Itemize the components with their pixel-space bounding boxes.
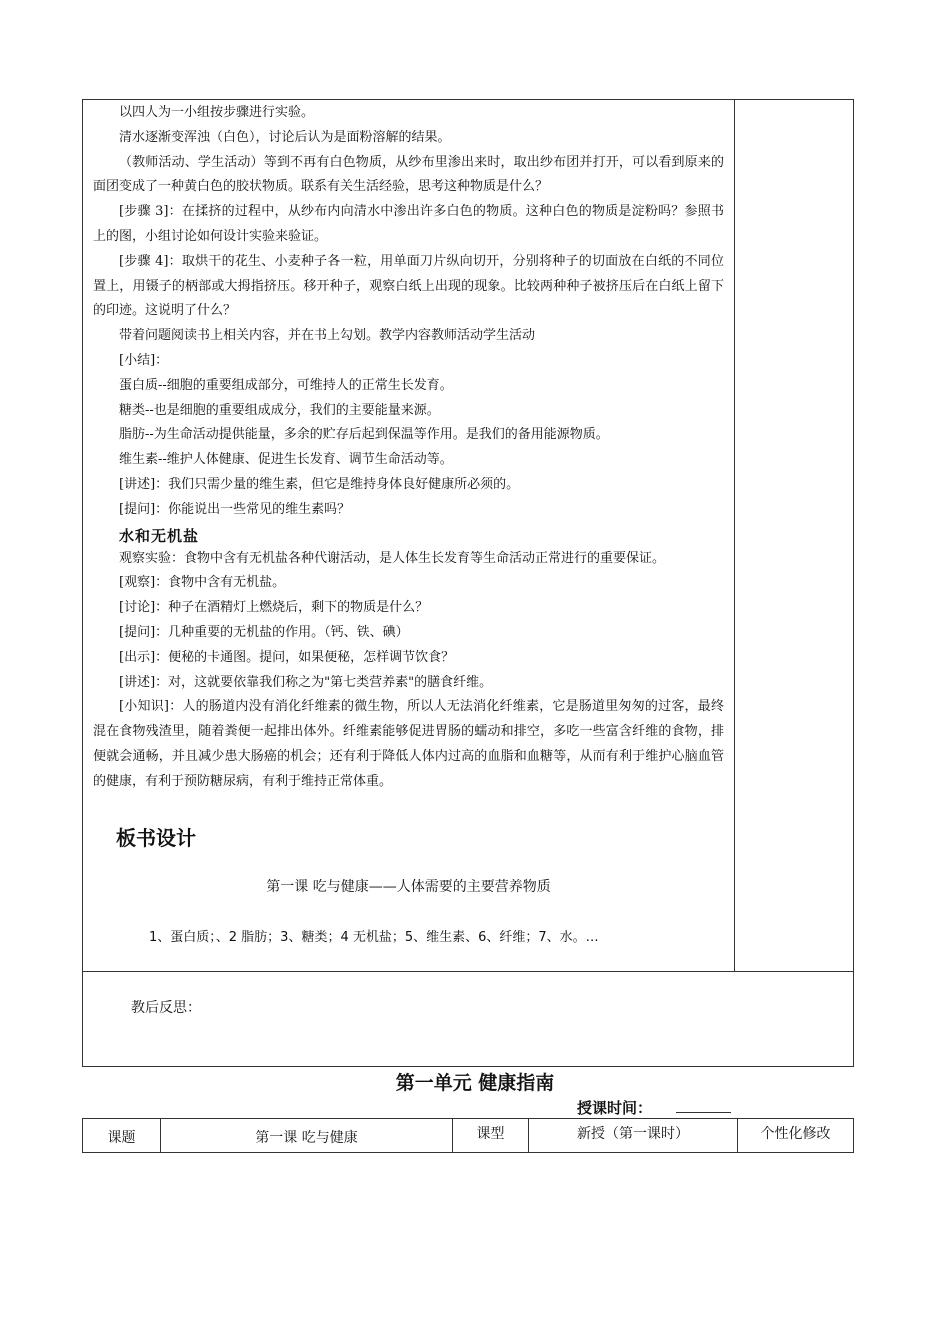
time-blank-line xyxy=(676,1112,731,1113)
paragraph: 观察实验：食物中含有无机盐各种代谢活动，是人体生长发育等生命活动正常进行的重要保证。 xyxy=(119,550,666,566)
topic-label-cell xyxy=(83,1119,161,1153)
paragraph: 维生素--维护人体健康、促进生长发育、调节生命活动等。 xyxy=(119,452,453,468)
paragraph: [讲述]：对，这就要依靠我们称之为"第七类营养素"的膳食纤维。 xyxy=(119,674,493,690)
lesson-table xyxy=(82,99,854,1067)
water-heading: 水和无机盐 xyxy=(119,526,200,545)
paragraph: 清水逐渐变浑浊（白色），讨论后认为是面粉溶解的结果。 xyxy=(119,129,451,145)
lesson-info-table xyxy=(82,1118,854,1153)
unit-title: 第一单元 健康指南 xyxy=(395,1072,555,1094)
topic-value: 第一课 吃与健康 xyxy=(255,1130,358,1146)
paragraph: [提问]：几种重要的无机盐的作用。（钙、铁、碘） xyxy=(119,624,409,640)
type-label: 课型 xyxy=(476,1126,505,1142)
topic-label: 课题 xyxy=(107,1130,136,1146)
paragraph: 带着问题阅读书上相关内容，并在书上勾划。教学内容教师活动学生活动 xyxy=(119,328,536,344)
paragraph: [观察]：食物中含有无机盐。 xyxy=(119,575,286,591)
paragraph: [步骤 4]：取烘干的花生、小麦种子各一粒，用单面刀片纵向切开，分别将种子的切面放在白纸的不同位置上，用镊子的柄部或大拇指挤压。移开种子，观察白纸上出现的现象。比较两种种子被挤压后在白纸上留下的印迹。这说明了什么？ xyxy=(93,253,724,319)
board-title: 第一课 吃与健康——人体需要的主要营养物质 xyxy=(266,879,551,895)
type-value-cell xyxy=(529,1119,738,1153)
paragraph: 蛋白质--细胞的重要组成部分，可维持人的正常生长发育。 xyxy=(119,377,453,393)
row-divider xyxy=(83,971,853,972)
paragraph: 糖类--也是细胞的重要组成成分，我们的主要能量来源。 xyxy=(119,402,440,418)
column-divider xyxy=(734,100,735,971)
paragraph: [提问]：你能说出一些常见的维生素吗？ xyxy=(119,501,351,517)
paragraph: [小结]： xyxy=(119,352,169,368)
type-value: 新授（第一课时） xyxy=(577,1126,689,1142)
time-label: 授课时间： xyxy=(577,1099,653,1117)
paragraph: 以四人为一小组按步骤进行实验。 xyxy=(119,105,315,120)
paragraph: （教师活动、学生活动）等到不再有白色物质，从纱布里渗出来时，取出纱布团并打开，可以看到原来的面团变成了一种黄白色的胶状物质。联系有关生活经验，思考这种物质是什么？ xyxy=(93,154,724,195)
personal-label-cell xyxy=(738,1119,854,1153)
personal-label: 个性化修改 xyxy=(760,1126,831,1142)
table-row xyxy=(83,1119,854,1153)
lesson-content xyxy=(83,100,734,795)
board-list: 1、蛋白质；、2 脂肪；3、糖类；4 无机盐；5、维生素、6、纤维；7、水。… xyxy=(149,930,599,945)
board-heading: 板书设计 xyxy=(116,826,196,850)
type-label-cell xyxy=(453,1119,529,1153)
topic-value-cell xyxy=(161,1119,453,1153)
paragraph: [讨论]：种子在酒精灯上燃烧后，剩下的物质是什么？ xyxy=(119,600,429,616)
paragraph: [出示]：便秘的卡通图。提问，如果便秘，怎样调节饮食？ xyxy=(119,649,455,665)
reflection-label: 教后反思： xyxy=(131,1000,201,1016)
paragraph: [讲述]：我们只需少量的维生素，但它是维持身体良好健康所必须的。 xyxy=(119,476,520,492)
paragraph: 脂肪--为生命活动提供能量，多余的贮存后起到保温等作用。是我们的备用能源物质。 xyxy=(119,427,609,443)
paragraph: [小知识]：人的肠道内没有消化纤维素的微生物，所以人无法消化纤维素，它是肠道里匆匆的过客，最终混在食物残渣里，随着粪便一起排出体外。纤维素能够促进胃肠的蠕动和排空，多吃一些富含纤维的食物，排便就会通畅，并且减少患大肠癌的机会；还有利于降低人体内过高的血脂和血糖等，从而有利于维护心脑血管的健康，有利于预防糖尿病，有利于维持正常体重。 xyxy=(93,699,724,789)
paragraph: [步骤 3]：在揉挤的过程中，从纱布内向清水中渗出许多白色的物质。这种白色的物质是淀粉吗？参照书上的图，小组讨论如何设计实验来验证。 xyxy=(93,204,724,244)
